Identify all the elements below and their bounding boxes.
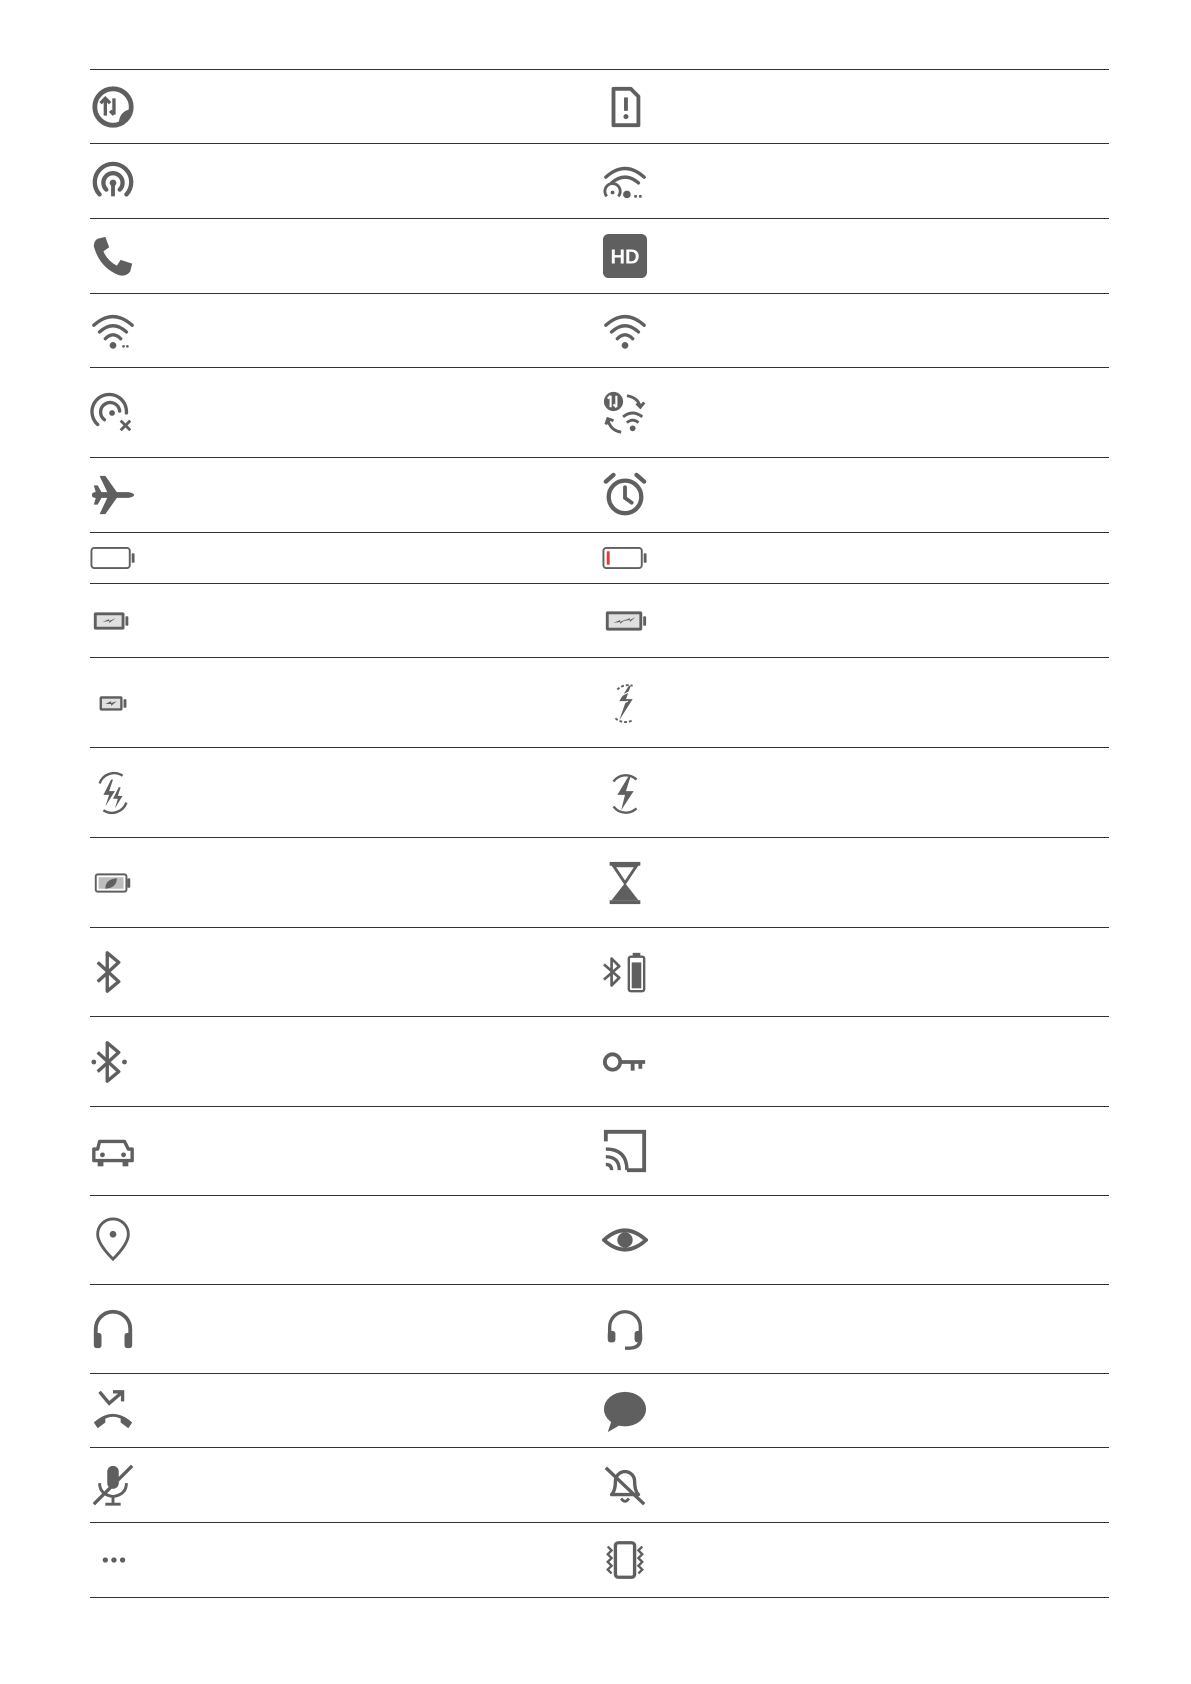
battery-fast-charging-icon bbox=[90, 658, 136, 747]
driving-mode-icon bbox=[90, 1107, 136, 1195]
table-row bbox=[90, 219, 1109, 294]
location-icon bbox=[90, 1196, 136, 1284]
table-row bbox=[90, 1374, 1109, 1448]
table-row bbox=[90, 1285, 1109, 1374]
table-row bbox=[90, 144, 1109, 219]
digital-balance-icon bbox=[602, 838, 648, 927]
table-row bbox=[90, 928, 1109, 1017]
airplane-mode-icon bbox=[90, 458, 136, 532]
wireless-supercharging-icon bbox=[90, 748, 136, 837]
data-wifi-switch-icon bbox=[602, 368, 648, 457]
wireless-fast-charging-icon bbox=[602, 748, 648, 837]
bluetooth-connected-icon bbox=[90, 1017, 136, 1106]
table-row bbox=[90, 658, 1109, 748]
unread-message-icon bbox=[602, 1374, 648, 1447]
data-saver-icon bbox=[90, 70, 136, 143]
battery-supercharging-icon bbox=[602, 584, 648, 657]
table-row bbox=[90, 1523, 1109, 1598]
battery-low-icon bbox=[602, 533, 648, 583]
missed-call-icon bbox=[90, 1374, 136, 1447]
wifi-hotspot-connected-icon bbox=[602, 144, 648, 218]
icon-table bbox=[90, 69, 1109, 1598]
table-row bbox=[90, 1448, 1109, 1523]
wireless-charging-icon bbox=[602, 658, 648, 747]
battery-empty-icon bbox=[90, 533, 136, 583]
phone-call-icon bbox=[90, 219, 136, 293]
wifi-icon bbox=[602, 294, 648, 367]
hd-voice-icon bbox=[602, 219, 648, 293]
bluetooth-battery-icon bbox=[602, 928, 648, 1016]
eye-comfort-icon bbox=[602, 1196, 648, 1284]
mute-icon bbox=[90, 1448, 136, 1522]
vibration-mode-icon bbox=[602, 1523, 648, 1597]
svg-text:HD: HD bbox=[610, 246, 640, 269]
more-notifications-icon bbox=[90, 1523, 136, 1597]
table-row bbox=[90, 70, 1109, 144]
power-saving-mode-icon bbox=[90, 838, 136, 927]
hotspot-disconnected-icon bbox=[90, 368, 136, 457]
vpn-key-icon bbox=[602, 1017, 648, 1106]
table-row bbox=[90, 584, 1109, 658]
table-row bbox=[90, 1107, 1109, 1196]
screen-projection-icon bbox=[602, 1107, 648, 1195]
wifi-6-icon bbox=[90, 294, 136, 367]
table-row bbox=[90, 533, 1109, 584]
alarm-clock-icon bbox=[602, 458, 648, 532]
headset-icon bbox=[90, 1285, 136, 1373]
bluetooth-icon bbox=[90, 928, 136, 1016]
headset-mic-icon bbox=[602, 1285, 648, 1373]
table-row bbox=[90, 368, 1109, 458]
table-row bbox=[90, 458, 1109, 533]
table-row bbox=[90, 1017, 1109, 1107]
battery-charging-icon bbox=[90, 584, 136, 657]
notifications-off-icon bbox=[602, 1448, 648, 1522]
table-row bbox=[90, 838, 1109, 928]
table-row bbox=[90, 1196, 1109, 1285]
table-row bbox=[90, 748, 1109, 838]
table-row bbox=[90, 294, 1109, 368]
personal-hotspot-icon bbox=[90, 144, 136, 218]
sim-card-alert-icon bbox=[602, 70, 648, 143]
